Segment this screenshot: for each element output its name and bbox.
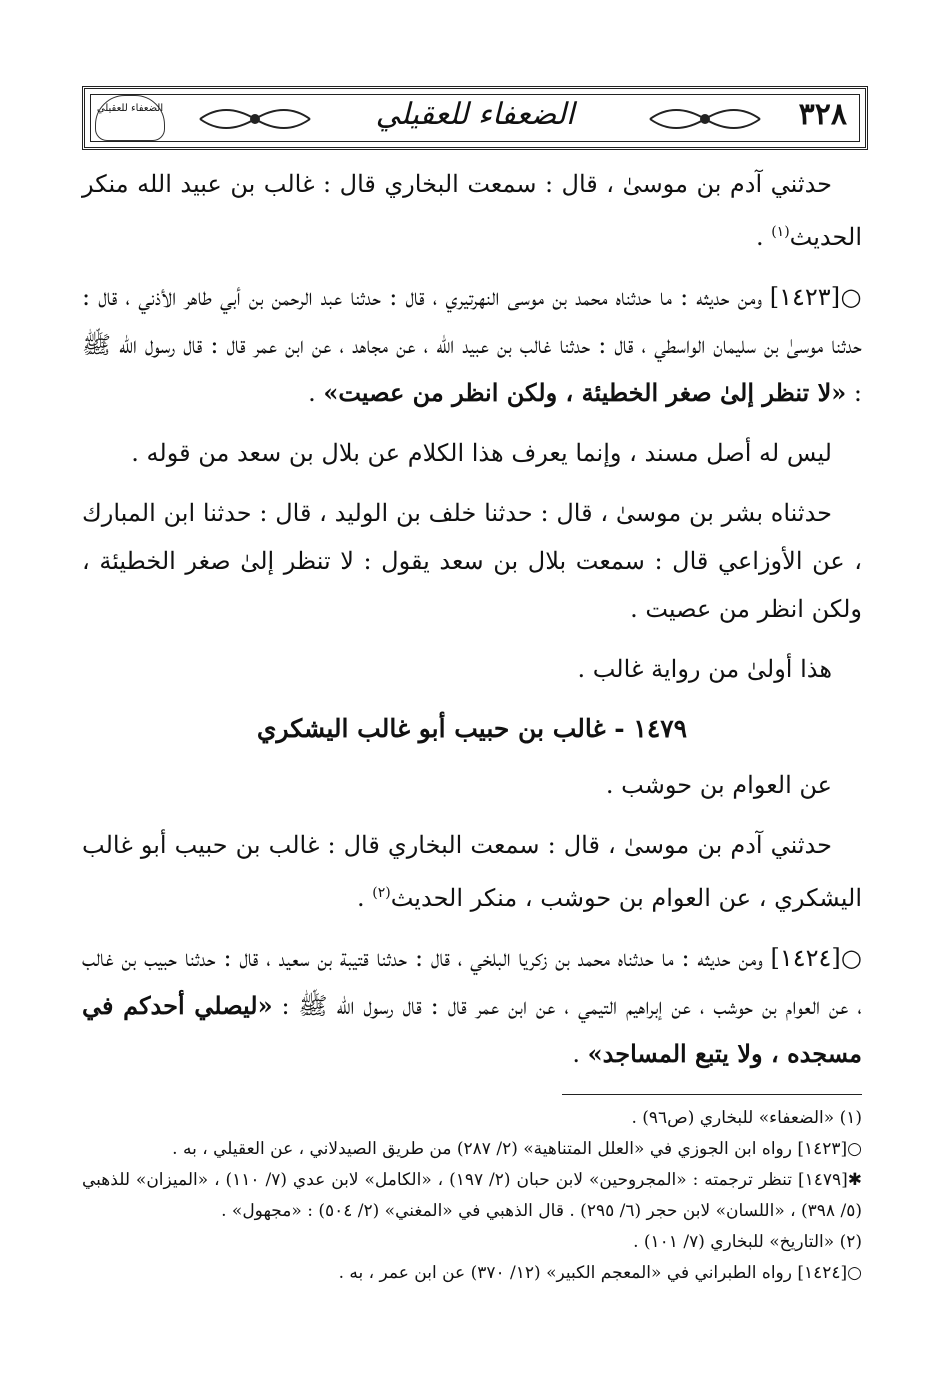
footnote-1479: ✱[١٤٧٩] تنظر ترجمته : «المجروحين» لابن حبان (٢/ ١٩٧) ، «الكامل» لابن عدي (٧/ ١١٠) ، «الميزان» للذهبي (٥/ ٣٩٨) ، «اللسان» لابن حجر (٦/ ٢٩٥) . قال الذهبي في «المغني» (٢/ ٥٠٤) : «مجهول» . (82, 1170, 863, 1221)
text: ○[١٤٢٤] ومن حديثه : ما حدثناه محمد بن زكريا البلخي ، قال : حدثنا قتيبة بن سعيد ، قال : حدثنا حبيب بن غالب ، عن العوام بن حوشب ، عن إبراهيم التيمي ، عن ابن عمر قال : قال رسول الله ﷺ : (82, 944, 862, 1020)
header-frame (82, 86, 868, 150)
hadith-text: «ليصلي أحدكم في مسجده ، ولا يتبع المساجد» (82, 991, 862, 1068)
book-seal: الضعفاء للعقيلي (95, 95, 165, 141)
paragraph-5: عن العوام بن حوشب . (605, 771, 832, 799)
page-number: ٣٢٨ (798, 97, 847, 132)
hadith-1424 (82, 934, 862, 1078)
text: . (572, 1040, 588, 1068)
footnote-1: (١) «الضعفاء» للبخاري (ص٩٦) . (631, 1108, 862, 1128)
paragraph-2: ليس له أصل مسند ، وإنما يعرف هذا الكلام عن بلال بن سعد من قوله . (131, 439, 832, 467)
text: . (755, 223, 772, 251)
ornament-left-icon (195, 99, 315, 139)
footnote-1423: ○[١٤٢٣] رواه ابن الجوزي في «العلل المتناهية» (٢/ ٢٨٧) من طريق الصيدلاني ، عن العقيلي ، به . (172, 1139, 862, 1159)
hadith-1423 (82, 273, 862, 417)
footnote-1424: ○[١٤٢٤] رواه الطبراني في «المعجم الكبير» (١٢/ ٣٧٠) عن ابن عمر ، به . (338, 1263, 862, 1283)
paragraph-1 (82, 160, 862, 261)
entry-heading: ١٤٧٩ - غالب بن حبيب أبو غالب اليشكري (256, 714, 688, 743)
paragraph-6 (82, 821, 862, 922)
text: الحديث (789, 223, 862, 251)
footnote-ref-1: (١) (771, 224, 790, 240)
text: . (356, 884, 373, 912)
hadith-text: «لا تنظر إلىٰ صغر الخطيئة ، ولكن انظر من عصيت» (323, 378, 847, 407)
text: حدثني آدم بن موسىٰ ، قال : سمعت البخاري قال : غالب بن حبيب أبو غالب اليشكري ، عن العوام بن حوشب ، منكر الحديث (82, 831, 862, 912)
footnotes (82, 1103, 862, 1289)
footnote-2: (٢) «التاريخ» للبخاري (٧/ ١٠١) . (633, 1232, 862, 1252)
page-body (82, 160, 862, 1289)
text: . (308, 379, 324, 407)
paragraph-4: هذا أولىٰ من رواية غالب . (577, 655, 832, 683)
text: ○[١٤٢٣] ومن حديثه : ما حدثناه محمد بن موسى النهرتيري ، قال : حدثنا عبد الرحمن بن أبي طاهر الأذني ، قال : حدثنا موسىٰ بن سليمان الواسطي ، قال : حدثنا غالب بن عبيد الله ، عن مجاهد ، عن ابن عمر قال : قال رسول الله ﷺ : (82, 283, 863, 407)
footnote-ref-2: (٢) (372, 885, 391, 901)
paragraph-3: حدثناه بشر بن موسىٰ ، قال : حدثنا خلف بن الوليد ، قال : حدثنا ابن المبارك ، عن الأوزاعي قال : سمعت بلال بن سعد يقول : لا تنظر إلىٰ صغر الخطيئة ، ولكن انظر من عصيت . (82, 499, 862, 623)
running-title: الضعفاء للعقيلي (375, 97, 575, 132)
text: حدثني آدم بن موسىٰ ، قال : سمعت البخاري قال : غالب بن عبيد الله منكر (82, 170, 832, 198)
footnote-divider (562, 1094, 862, 1095)
